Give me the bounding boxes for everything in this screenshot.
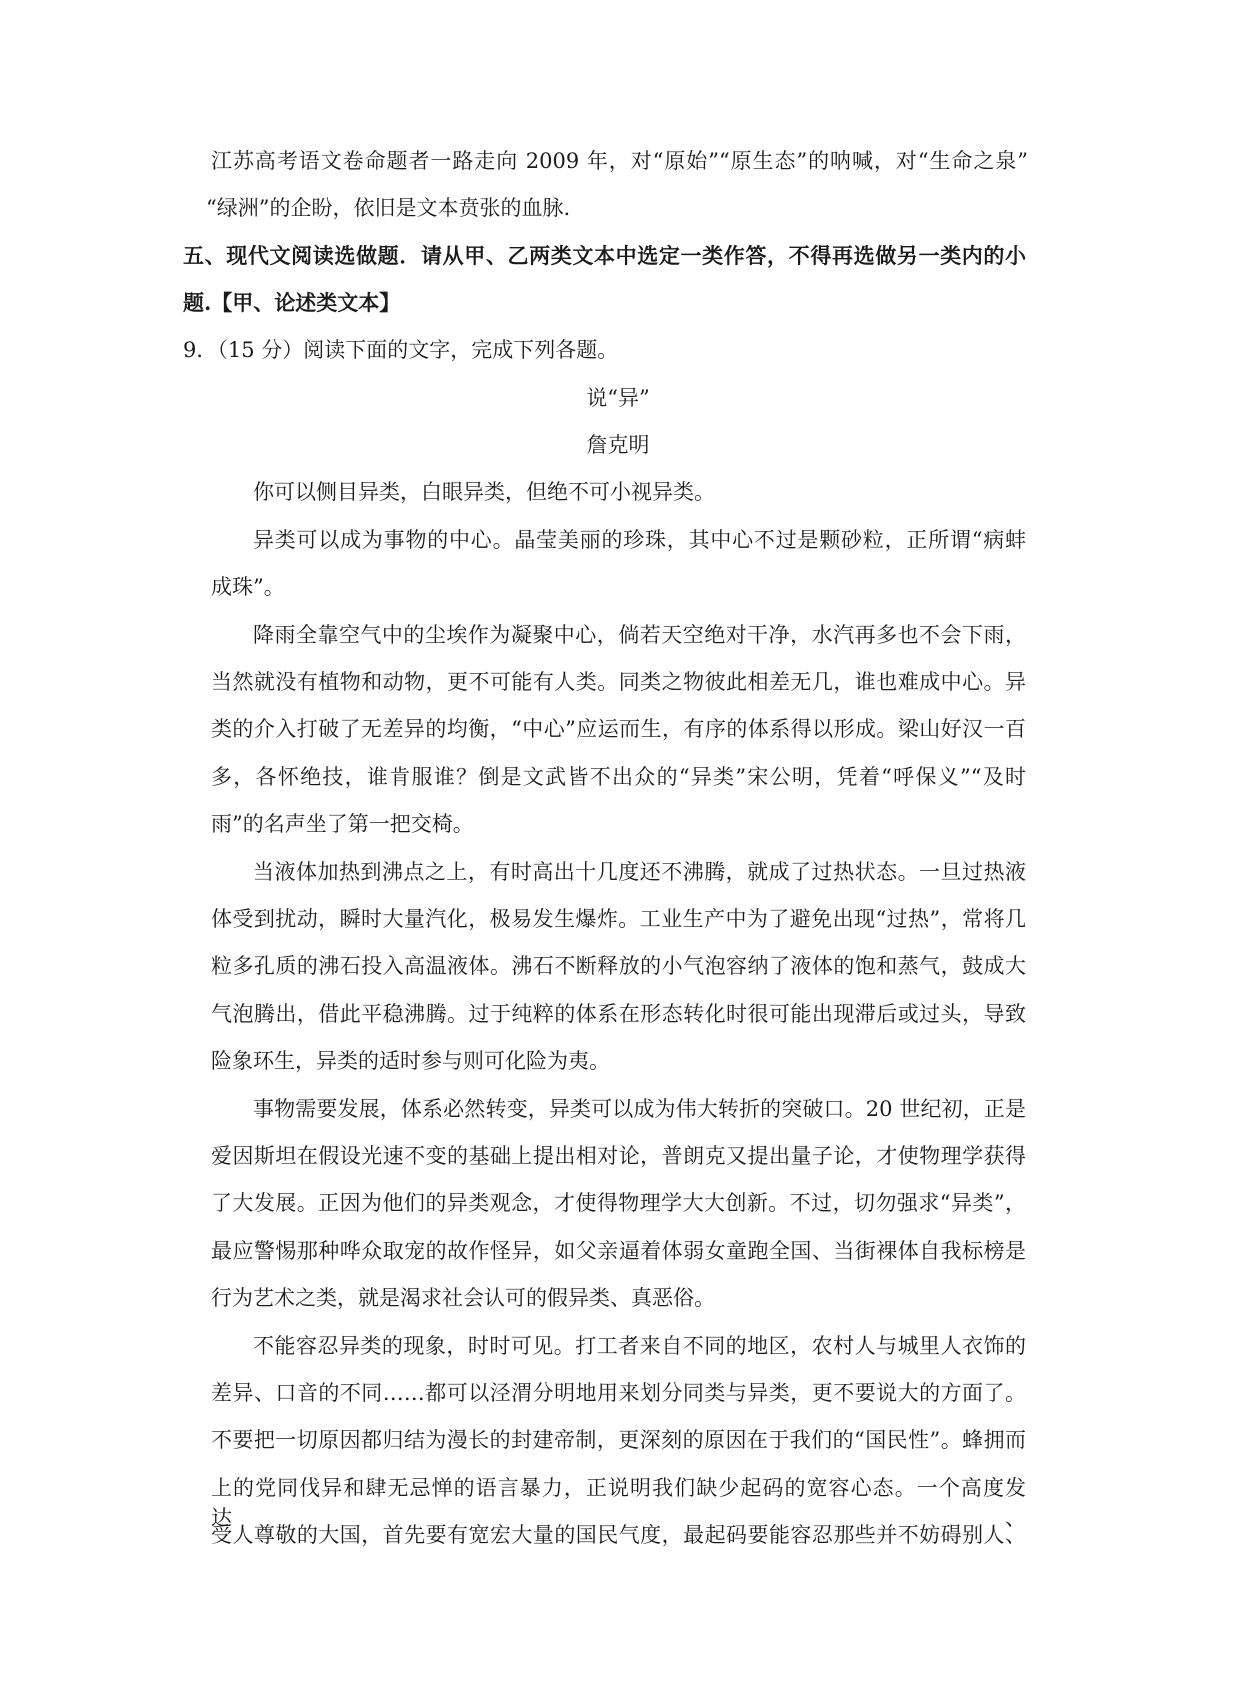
intro-line-2: “绿洲”的企盼，依旧是文本贲张的血脉. <box>206 196 571 220</box>
paragraph-2-line-2: 成珠”。 <box>211 575 285 599</box>
paragraph-5-line-5: 行为艺术之类，就是渴求社会认可的假异类、真恶俗。 <box>211 1286 715 1310</box>
paragraph-5-line-2: 爱因斯坦在假设光速不变的基础上提出相对论，普朗克又提出量子论，才使物理学获得 <box>211 1144 1026 1168</box>
article-author: 詹克明 <box>586 433 650 457</box>
section-heading-line-2: 题.【甲、论述类文本】 <box>183 290 401 315</box>
paragraph-6-line-2: 差异、口音的不同……都可以泾渭分明地用来划分同类与异类，更不要说大的方面了。 <box>211 1381 1026 1405</box>
paragraph-4-line-3: 粒多孔质的沸石投入高温液体。沸石不断释放的小气泡容纳了液体的饱和蒸气，鼓成大 <box>211 954 1026 978</box>
paragraph-6-line-3: 不要把一切原因都归结为漫长的封建帝制，更深刻的原因在于我们的“国民性”。蜂拥而 <box>211 1428 1026 1452</box>
paragraph-3-line-3: 类的介入打破了无差异的均衡，“中心”应运而生，有序的体系得以形成。梁山好汉一百 <box>211 717 1026 741</box>
paragraph-4-line-1: 当液体加热到沸点之上，有时高出十几度还不沸腾，就成了过热状态。一旦过热液 <box>253 860 1026 884</box>
paragraph-4-line-4: 气泡腾出，借此平稳沸腾。过于纯粹的体系在形态转化时很可能出现滞后或过头，导致 <box>211 1002 1026 1026</box>
paragraph-5-line-4: 最应警惕那种哗众取宠的故作怪异，如父亲逼着体弱女童跑全国、当街裸体自我标榜是 <box>211 1239 1026 1263</box>
paragraph-1-line-1: 你可以侧目异类，白眼异类，但绝不可小视异类。 <box>253 480 715 504</box>
paragraph-2-line-1: 异类可以成为事物的中心。晶莹美丽的珍珠，其中心不过是颗砂粒，正所谓“病蚌 <box>253 528 1026 552</box>
paragraph-4-line-2: 体受到扰动，瞬时大量汽化，极易发生爆炸。工业生产中为了避免出现“过热”，常将几 <box>211 907 1026 931</box>
paragraph-3-line-2: 当然就没有植物和动物，更不可能有人类。同类之物彼此相差无几，谁也难成中心。异 <box>211 670 1026 694</box>
section-heading-line-1: 五、现代文阅读选做题．请从甲、乙两类文本中选定一类作答，不得再选做另一类内的小 <box>183 243 1026 268</box>
paragraph-6-line-5: 受人尊敬的大国，首先要有宽宏大量的国民气度，最起码要能容忍那些并不妨碍别人、 <box>211 1523 1026 1547</box>
article-title: 说“异” <box>586 386 650 410</box>
paragraph-3-line-1: 降雨全靠空气中的尘埃作为凝聚中心，倘若天空绝对干净，水汽再多也不会下雨， <box>253 623 1026 647</box>
paragraph-5-line-3: 了大发展。正因为他们的异类观念，才使得物理学大大创新。不过，切勿强求“异类”， <box>211 1191 1026 1215</box>
intro-line-1: 江苏高考语文卷命题者一路走向 2009 年，对“原始”“原生态”的呐喊，对“生命之泉” <box>211 149 1028 173</box>
paragraph-4-line-5: 险象环生，异类的适时参与则可化险为夷。 <box>211 1049 610 1073</box>
paragraph-5-line-1: 事物需要发展，体系必然转变，异类可以成为伟大转折的突破口。20 世纪初，正是 <box>253 1097 1026 1121</box>
paragraph-6-line-4: 上的党同伐异和肆无忌惮的语言暴力，正说明我们缺少起码的宽容心态。一个高度发达、 <box>211 1476 1026 1530</box>
paragraph-3-line-4: 多，各怀绝技，谁肯服谁？倒是文武皆不出众的“异类”宋公明，凭着“呼保义”“及时 <box>211 765 1026 789</box>
paragraph-6-line-1: 不能容忍异类的现象，时时可见。打工者来自不同的地区，农村人与城里人衣饰的 <box>253 1334 1026 1358</box>
paragraph-3-line-5: 雨”的名声坐了第一把交椅。 <box>211 812 474 836</box>
question-prompt: 9．（15 分）阅读下面的文字，完成下列各题。 <box>183 338 619 362</box>
